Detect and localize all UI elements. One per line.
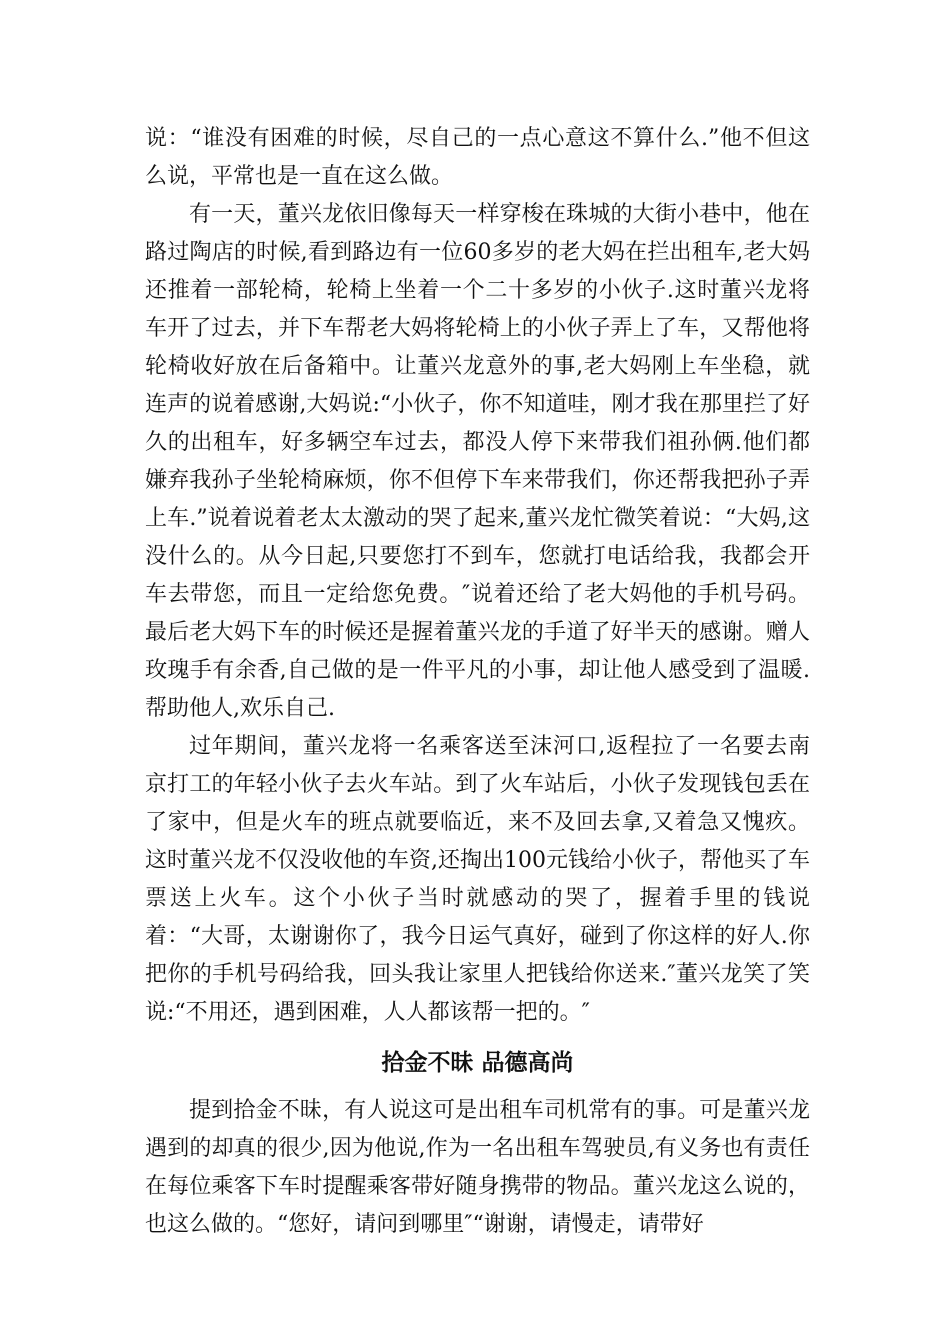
section-heading: 拾金不昧 品德高尚 bbox=[381, 1050, 574, 1076]
paragraph-wheelchair-story: 有一天，董兴龙依旧像每天一样穿梭在珠城的大街小巷中，他在路过陶店的时候,看到路边有一位60多岁的老大妈在拦出租车,老大妈还推着一部轮椅，轮椅上坐着一个二十多岁的小伙子.这时董兴龙将车开了过去，并下车帮老大妈将轮椅上的小伙子弄上了车，又帮他将轮椅收好放在后备箱中。让董兴龙意外的事,老大妈刚上车坐稳，就连声的说着感谢,大妈说:“小伙子，你不知道哇，刚才我在那里拦了好久的出租车，好多辆空车过去，都没人停下来带我们祖孙俩.他们都嫌弃我孙子坐轮椅麻烦，你不但停下车来带我们，你还帮我把孙子弄上车.”说着说着老太太激动的哭了起来,董兴龙忙微笑着说：“大妈,这没什么的。从今日起,只要您打不到车，您就打电话给我，我都会开车去带您，而且一定给您免费。″说着还给了老大妈他的手机号码。最后老大妈下车的时候还是握着董兴龙的手道了好半天的感谢。赠人玫瑰手有余香,自己做的是一件平凡的小事，却让他人感受到了温暖.帮助他人,欢乐自己. bbox=[145, 202, 810, 721]
paragraph-train-station-story: 过年期间，董兴龙将一名乘客送至沫河口,返程拉了一名要去南京打工的年轻小伙子去火车站。到了火车站后，小伙子发现钱包丢在了家中，但是火车的班点就要临近，来不及回去拿,又着急又愧疚。这时董兴龙不仅没收他的车资,还掏出100元钱给小伙子，帮他买了车票送上火车。这个小伙子当时就感动的哭了，握着手里的钱说着：“大哥，太谢谢你了，我今日运气真好，碰到了你这样的好人.你把你的手机号码给我，回头我让家里人把钱给你送来.″董兴龙笑了笑说:“不用还，遇到困难，人人都该帮一把的。″ bbox=[145, 734, 810, 1025]
paragraph-lost-and-found: 提到拾金不昧，有人说这可是出租车司机常有的事。可是董兴龙遇到的却真的很少,因为他说,作为一名出租车驾驶员,有义务也有责任在每位乘客下车时提醒乘客带好随身携带的物品。董兴龙这么说的，也这么做的。“您好，请问到哪里″“谢谢，请慢走，请带好 bbox=[145, 1098, 810, 1237]
document-body bbox=[145, 120, 810, 1244]
paragraph-continuation: 说：“谁没有困难的时候，尽自己的一点心意这不算什么.”他不但这么说，平常也是一直在这么做。 bbox=[145, 126, 810, 189]
